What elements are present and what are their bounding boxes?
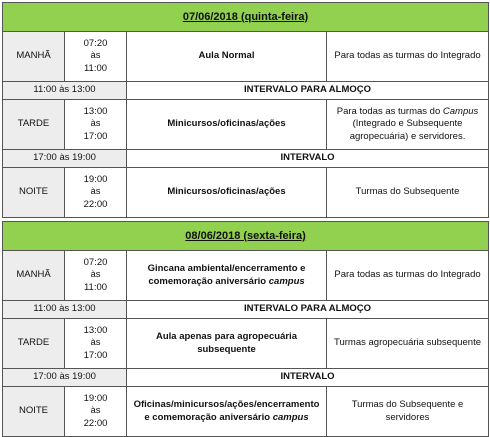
activity: Minicursos/oficinas/ações [127, 168, 327, 218]
audience: Turmas agropecuária subsequente [327, 319, 489, 369]
time-end: 17:00 [83, 130, 108, 142]
time-sep: às [90, 118, 101, 130]
audience: Turmas do Subsequente e servidores [327, 387, 489, 437]
time-start: 13:00 [83, 105, 108, 117]
interval-row-lunch [3, 301, 489, 319]
time-end: 11:00 [83, 281, 108, 293]
interval-row-break [3, 369, 489, 387]
activity: Minicursos/oficinas/ações [127, 100, 327, 150]
period-label: NOITE [3, 387, 65, 437]
period-label: TARDE [3, 319, 65, 369]
audience: Para todas as turmas do Integrado [327, 251, 489, 301]
time-end: 17:00 [83, 349, 108, 361]
audience-text: Para todas as turmas do [336, 105, 443, 117]
time-end: 11:00 [83, 62, 108, 74]
time-range [65, 100, 127, 150]
time-start: 19:00 [83, 392, 108, 404]
schedule-row-night [3, 168, 489, 218]
schedule-row-morning [3, 32, 489, 82]
time-range [65, 32, 127, 82]
time-start: 07:20 [83, 37, 108, 49]
schedule-row-afternoon [3, 100, 489, 150]
interval-time: 17:00 às 19:00 [3, 150, 127, 168]
interval-label: INTERVALO PARA ALMOÇO [127, 82, 489, 100]
time-start: 13:00 [83, 324, 108, 336]
time-end: 22:00 [83, 417, 108, 429]
time-sep: às [90, 405, 101, 417]
time-sep: às [90, 186, 101, 198]
time-sep: às [90, 50, 101, 62]
audience-emphasis: Campus [442, 105, 479, 117]
interval-label: INTERVALO [127, 369, 489, 387]
activity [127, 387, 327, 437]
interval-time: 11:00 às 13:00 [3, 301, 127, 319]
time-end: 22:00 [83, 198, 108, 210]
time-start: 19:00 [83, 173, 108, 185]
schedule-row-night [3, 387, 489, 437]
interval-row-lunch [3, 82, 489, 100]
schedule-table [2, 2, 489, 437]
audience: Para todas as turmas do Integrado [327, 32, 489, 82]
day-header-row [3, 222, 489, 251]
activity [127, 251, 327, 301]
time-range [65, 168, 127, 218]
period-label: MANHÃ [3, 32, 65, 82]
period-label: MANHÃ [3, 251, 65, 301]
activity-text: Oficinas/minicursos/ações/encerramento e comemoração aniversário [133, 399, 320, 423]
audience: Turmas do Subsequente [327, 168, 489, 218]
day-header-row [3, 3, 489, 32]
interval-time: 11:00 às 13:00 [3, 82, 127, 100]
activity-emphasis: campus [272, 411, 309, 423]
interval-time: 17:00 às 19:00 [3, 369, 127, 387]
time-sep: às [90, 337, 101, 349]
day-header-text: 08/06/2018 (sexta-feira) [185, 229, 306, 242]
activity-text: Gincana ambiental/encerramento e comemoração aniversário [147, 263, 306, 287]
interval-label: INTERVALO [127, 150, 489, 168]
activity-emphasis: campus [268, 275, 305, 287]
audience [327, 100, 489, 150]
activity: Aula Normal [127, 32, 327, 82]
day-header [3, 222, 489, 251]
time-sep: às [90, 269, 101, 281]
schedule-row-morning [3, 251, 489, 301]
time-range [65, 251, 127, 301]
schedule-row-afternoon [3, 319, 489, 369]
time-start: 07:20 [83, 256, 108, 268]
period-label: NOITE [3, 168, 65, 218]
interval-label: INTERVALO PARA ALMOÇO [127, 301, 489, 319]
interval-row-break [3, 150, 489, 168]
day-header-text: 07/06/2018 (quinta-feira) [182, 10, 309, 23]
period-label: TARDE [3, 100, 65, 150]
day-header [3, 3, 489, 32]
activity: Aula apenas para agropecuária subsequente [127, 319, 327, 369]
audience-text: (Integrado e Subsequente agropecuária) e servidores. [349, 118, 466, 142]
time-range [65, 387, 127, 437]
time-range [65, 319, 127, 369]
